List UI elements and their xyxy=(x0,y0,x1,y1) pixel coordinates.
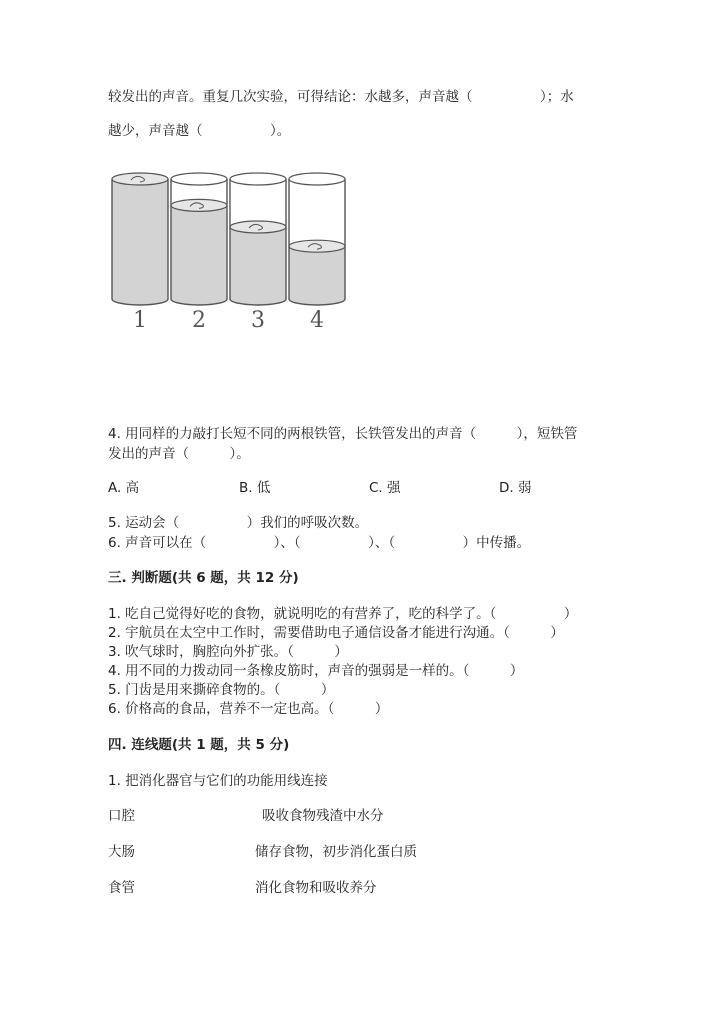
matching-instruction: 1. 把消化器官与它们的功能用线连接 xyxy=(108,773,328,789)
section-4-title: 四. 连线题(共 1 题，共 5 分) xyxy=(108,737,290,753)
judge-item-4: 4. 用不同的力拨动同一条橡皮筋时，声音的强弱是一样的。（ ） xyxy=(108,663,524,679)
cylinder-4-water-surface xyxy=(289,240,345,252)
judge-item-6: 6. 价格高的食品，营养不一定也高。（ ） xyxy=(108,701,389,717)
cylinder-3-water xyxy=(230,227,286,305)
cylinder-1-water-surface xyxy=(112,173,168,185)
cylinder-2-rim xyxy=(171,173,227,185)
cylinder-3-rim xyxy=(230,173,286,185)
cylinder-2-water xyxy=(171,205,227,305)
cylinder-3-water-surface xyxy=(230,221,286,233)
judge-item-5: 5. 门齿是用来撕碎食物的。（ ） xyxy=(108,682,335,698)
organ-large-intestine: 大肠 xyxy=(108,844,135,860)
q4-option-a: A. 高 xyxy=(108,480,140,496)
intro-line-2: 越少，声音越（ ）。 xyxy=(108,123,291,139)
cylinder-1-water xyxy=(112,179,168,305)
cylinder-2-water-surface xyxy=(171,199,227,211)
q6-text: 6. 声音可以在（ ）、（ ）、（ ）中传播。 xyxy=(108,535,531,551)
cylinder-1-label: 1 xyxy=(133,308,147,333)
section-3-title: 三. 判断题(共 6 题，共 12 分) xyxy=(108,570,299,586)
intro-line-1: 较发出的声音。重复几次实验，可得结论：水越多，声音越（ ）；水 xyxy=(108,89,574,105)
organ-esophagus: 食管 xyxy=(108,880,135,896)
water-cylinders-figure xyxy=(108,165,358,335)
cylinder-4-label: 4 xyxy=(310,308,324,333)
judge-item-2: 2. 宇航员在太空中工作时，需要借助电子通信设备才能进行沟通。（ ） xyxy=(108,625,564,641)
q5-text: 5. 运动会（ ）我们的呼吸次数。 xyxy=(108,515,369,531)
q4-option-d: D. 弱 xyxy=(499,480,532,496)
q4-line-2: 发出的声音（ ）。 xyxy=(108,446,250,462)
function-absorb-water: 吸收食物残渣中水分 xyxy=(262,808,384,824)
q4-option-b: B. 低 xyxy=(239,480,271,496)
q4-line-1: 4. 用同样的力敲打长短不同的两根铁管，长铁管发出的声音（ ），短铁管 xyxy=(108,426,578,442)
cylinder-2-label: 2 xyxy=(192,308,206,333)
judge-item-3: 3. 吹气球时，胸腔向外扩张。（ ） xyxy=(108,644,348,660)
judge-item-1: 1. 吃自己觉得好吃的食物，就说明吃的有营养了，吃的科学了。（ ） xyxy=(108,606,578,622)
function-store-food: 储存食物，初步消化蛋白质 xyxy=(255,844,417,860)
q4-option-c: C. 强 xyxy=(369,480,401,496)
function-digest-absorb: 消化食物和吸收养分 xyxy=(255,880,377,896)
cylinder-3-label: 3 xyxy=(251,308,265,333)
cylinder-4-water xyxy=(289,246,345,305)
organ-oral-cavity: 口腔 xyxy=(108,808,135,824)
cylinder-4-rim xyxy=(289,173,345,185)
